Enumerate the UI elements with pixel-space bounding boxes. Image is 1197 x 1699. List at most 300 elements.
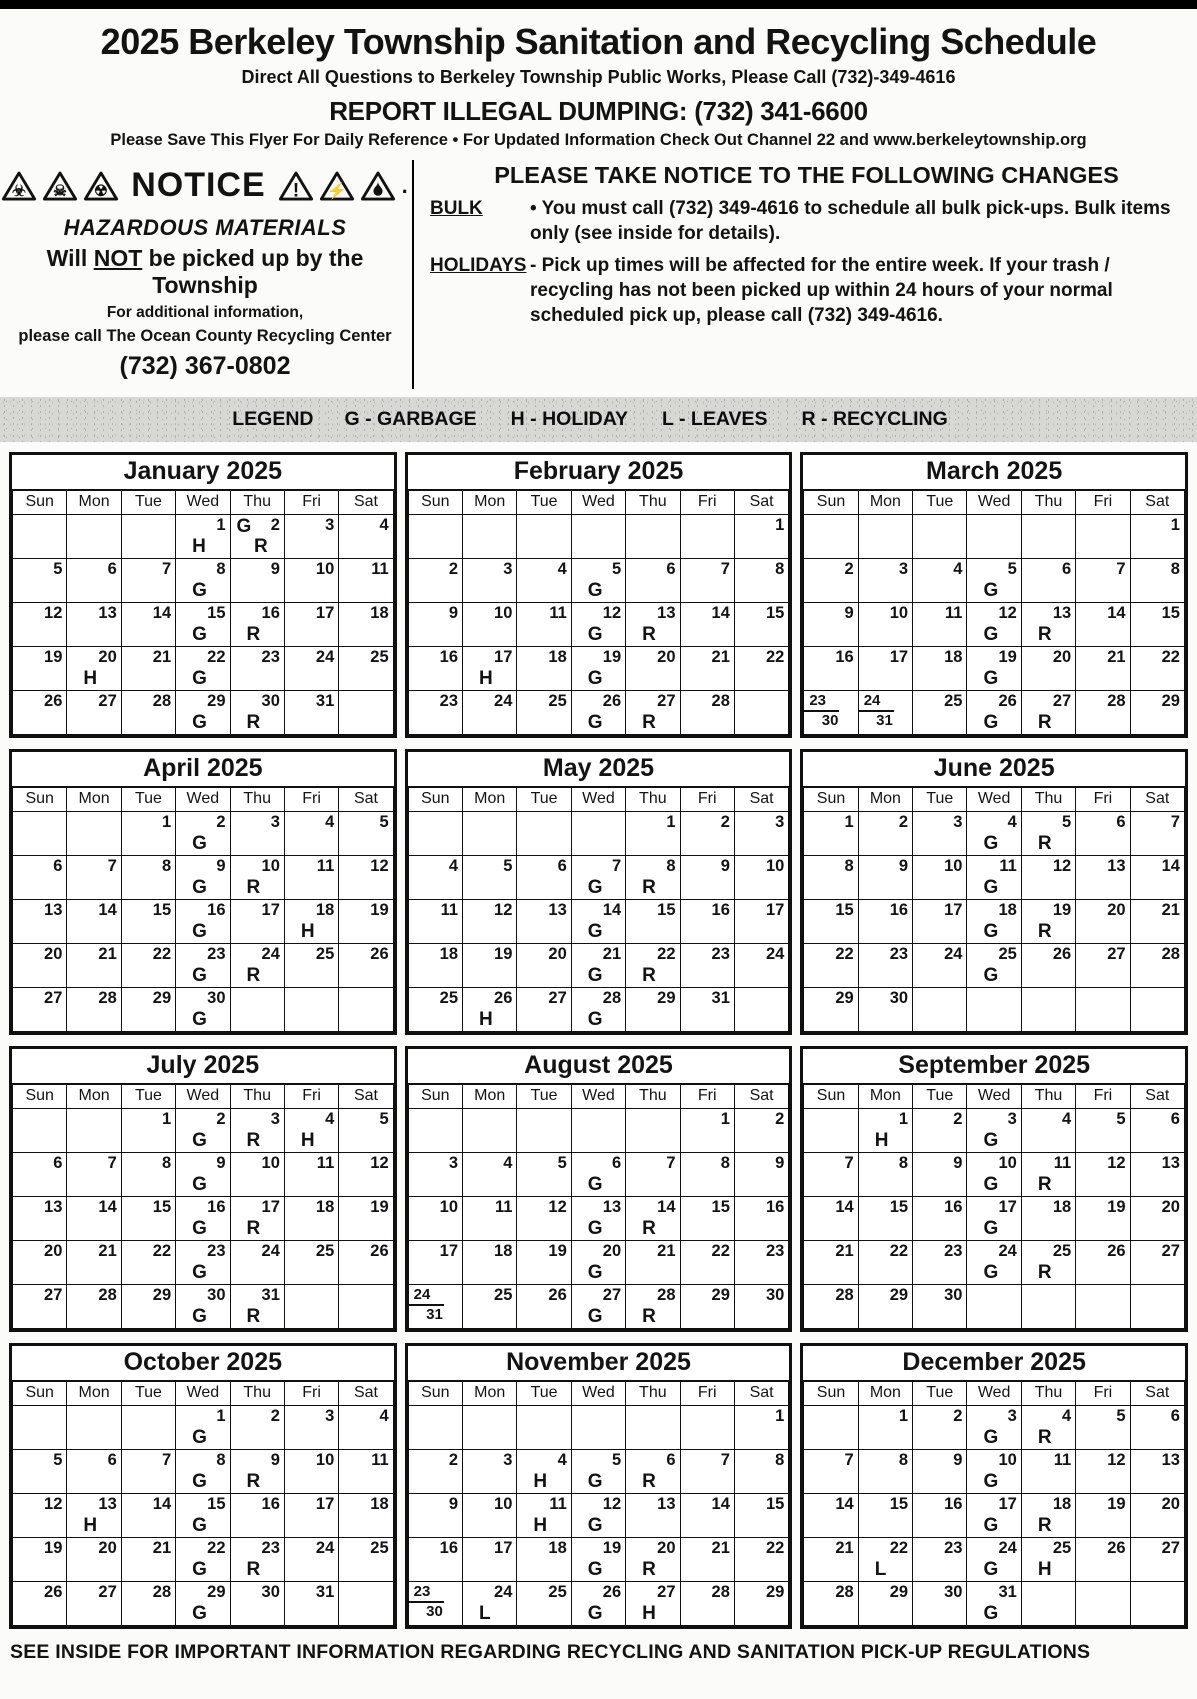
day-number: 6 [1170,1407,1180,1425]
split-day-bottom: 30 [426,1603,443,1620]
day-cell [1130,1582,1184,1626]
day-cell [284,900,338,944]
day-number: 25 [548,1583,567,1601]
day-number: 13 [1161,1154,1180,1172]
day-number: 26 [548,1286,567,1304]
day-number: 17 [315,1495,335,1513]
day-cell [176,812,230,856]
month-title: December 2025 [803,1346,1185,1382]
day-cell [913,603,967,647]
day-cell [408,856,462,900]
day-number: 2 [448,560,459,578]
day-cell [408,1241,462,1285]
day-number: 2 [844,560,854,578]
day-cell [1021,812,1075,856]
day-number: 19 [1052,901,1072,919]
day-cell [67,603,121,647]
exclamation-icon [279,171,313,201]
day-cell [463,603,517,647]
day-cell [230,691,284,735]
day-number: 19 [370,901,389,919]
garbage-mark: G [192,1427,207,1448]
day-cell [284,1285,338,1329]
day-cell [571,944,625,988]
day-number: 27 [1107,945,1126,963]
not-emphasis: NOT [93,245,143,271]
day-number: 3 [503,560,513,578]
day-cell [408,1582,462,1626]
day-cell [67,1197,121,1241]
day-cell [1076,1582,1130,1626]
day-cell [734,1538,788,1582]
day-number: 26 [370,945,389,963]
garbage-mark: G [192,921,207,942]
day-cell [626,944,680,988]
day-number: 29 [765,1583,785,1601]
day-cell [13,1153,67,1197]
day-cell [67,1494,121,1538]
day-cell [284,559,338,603]
day-cell [176,1582,230,1626]
day-number: 17 [998,1198,1017,1216]
day-cell [858,647,912,691]
day-cell [284,515,338,559]
day-number: 21 [98,1242,117,1260]
day-cell [121,1241,175,1285]
day-cell [967,1450,1021,1494]
day-number: 15 [889,1495,909,1513]
page-title: 2025 Berkeley Township Sanitation and Recycling Schedule [100,21,1097,62]
day-cell [517,1197,571,1241]
day-number: 21 [835,1242,854,1260]
day-number: 9 [953,1154,963,1172]
recycling-mark: R [642,712,656,733]
day-cell [408,1197,462,1241]
day-header: Mon [858,788,912,812]
day-cell [1076,1241,1130,1285]
recycling-mark: R [246,877,261,898]
day-number: 21 [1161,901,1180,919]
day-number: 22 [207,1539,226,1557]
flame-icon [361,171,395,201]
split-day-top: 24 [859,691,894,712]
day-cell [680,1538,734,1582]
day-cell [230,988,284,1032]
garbage-mark: G [983,877,999,898]
day-number: 18 [370,1495,389,1513]
day-header: Fri [680,1382,734,1406]
holiday-mark: H [479,668,493,689]
day-number: 22 [152,1242,172,1260]
day-number: 23 [261,648,280,666]
day-number: 28 [152,692,172,710]
garbage-mark: G [587,1218,603,1239]
day-number: 4 [379,1407,389,1425]
month-calendar [800,1343,1188,1629]
day-number: 17 [998,1495,1017,1513]
day-number: 7 [1170,813,1180,831]
garbage-mark: G [192,965,207,986]
day-cell [339,1406,393,1450]
day-number: 24 [261,1242,280,1260]
day-number: 8 [844,857,854,875]
recycling-mark: R [246,1218,261,1239]
day-number: 5 [1062,813,1072,831]
day-number: 25 [439,989,459,1007]
split-day-bottom: 31 [876,712,893,729]
day-header: Sun [408,788,462,812]
day-cell [1076,900,1130,944]
day-cell [517,1241,571,1285]
day-number: 2 [953,1407,963,1425]
day-number: 30 [207,1286,226,1304]
day-number: 19 [602,1539,622,1557]
day-number: 27 [98,692,117,710]
day-header: Tue [121,1085,175,1109]
recycling-mark: R [642,1471,656,1492]
day-header: Wed [967,1382,1021,1406]
day-header: Mon [67,1382,121,1406]
day-number: 23 [765,1242,785,1260]
day-cell [858,988,912,1032]
day-cell [284,1406,338,1450]
garbage-mark: G [192,1306,207,1327]
day-number: 6 [666,560,676,578]
day-cell [463,988,517,1032]
day-number: 21 [835,1539,854,1557]
day-cell [913,944,967,988]
day-cell [121,812,175,856]
day-cell [571,1153,625,1197]
day-cell [1021,1241,1075,1285]
day-number: 23 [207,1242,226,1260]
day-cell [408,1109,462,1153]
day-cell [408,647,462,691]
day-header: Tue [517,1382,571,1406]
day-number: 9 [270,560,280,578]
day-number: 11 [316,857,335,875]
month-title: October 2025 [12,1346,394,1382]
day-number: 23 [944,1539,963,1557]
day-cell [734,1109,788,1153]
day-header: Fri [680,1085,734,1109]
day-number: 14 [1107,604,1126,622]
day-number: 18 [494,1242,513,1260]
day-cell [1130,647,1184,691]
day-number: 3 [1007,1407,1017,1425]
day-cell [680,1153,734,1197]
day-header: Sun [13,788,67,812]
day-number: 28 [98,989,117,1007]
day-number: 10 [998,1154,1017,1172]
day-number: 19 [548,1242,567,1260]
report-illegal-dumping-line: REPORT ILLEGAL DUMPING: (732) 341-6600 [329,96,868,126]
day-cell [967,603,1021,647]
day-number: 28 [1107,692,1126,710]
garbage-mark: G [192,1471,207,1492]
day-number: 15 [152,1198,172,1216]
day-cell [121,1538,175,1582]
day-number: 29 [657,989,676,1007]
day-cell [858,944,912,988]
day-number: 26 [370,1242,389,1260]
day-cell [734,559,788,603]
day-cell [284,988,338,1032]
day-cell [463,1241,517,1285]
split-day-top: 23 [409,1582,444,1603]
garbage-mark: G [587,877,603,898]
day-cell [680,603,734,647]
day-header: Thu [230,1085,284,1109]
day-cell [734,1494,788,1538]
day-cell [339,856,393,900]
day-number: 24 [998,1539,1017,1557]
day-cell [1130,559,1184,603]
month-table [12,491,394,735]
day-header: Mon [858,1382,912,1406]
day-cell [913,900,967,944]
day-cell [913,1494,967,1538]
day-cell [67,1241,121,1285]
day-number: 20 [1161,1198,1180,1216]
holiday-mark: H [533,1515,548,1536]
day-cell [1076,1197,1130,1241]
day-number: 2 [775,1110,785,1128]
day-number: 11 [440,901,459,919]
day-cell [1076,1153,1130,1197]
day-header: Thu [1021,1085,1075,1109]
day-number: 22 [835,945,854,963]
day-number: 11 [945,604,963,622]
day-number: 7 [720,1451,730,1469]
day-cell [913,1538,967,1582]
day-header: Tue [517,491,571,515]
day-cell [517,856,571,900]
day-cell [1021,856,1075,900]
day-cell [858,1450,912,1494]
day-cell [734,944,788,988]
day-cell [626,1153,680,1197]
day-cell [517,1494,571,1538]
day-cell [408,559,462,603]
day-cell [1021,603,1075,647]
day-cell [626,1241,680,1285]
day-number: 19 [44,1539,63,1557]
day-header: Sat [339,788,393,812]
garbage-mark: G [983,1427,999,1448]
day-cell [67,1582,121,1626]
day-number: 24 [315,1539,335,1557]
day-cell [680,944,734,988]
recycling-mark: R [1037,921,1052,942]
day-number: 22 [765,648,785,666]
day-cell [913,1109,967,1153]
day-cell [680,559,734,603]
day-cell [804,856,858,900]
day-header: Tue [913,788,967,812]
day-header: Tue [517,1085,571,1109]
day-number: 10 [765,857,785,875]
day-cell [1021,691,1075,735]
day-number: 16 [711,901,730,919]
day-number: 25 [1052,1539,1072,1557]
day-header: Mon [67,1085,121,1109]
day-cell [13,856,67,900]
day-cell [734,515,788,559]
day-number: 5 [557,1154,567,1172]
day-cell [734,856,788,900]
day-cell [571,603,625,647]
day-cell [858,1153,912,1197]
day-cell [13,944,67,988]
day-cell [176,647,230,691]
day-number: 16 [261,1495,280,1513]
day-header: Sat [734,788,788,812]
day-number: 18 [370,604,389,622]
garbage-mark: G [192,712,207,733]
day-cell [571,812,625,856]
day-number: 15 [889,1198,909,1216]
day-header: Thu [230,1382,284,1406]
day-number: 16 [207,901,226,919]
day-cell [67,900,121,944]
day-header: Tue [517,788,571,812]
day-number: 24 [765,945,785,963]
day-cell [121,1153,175,1197]
day-number: 27 [1161,1242,1180,1260]
day-cell [734,900,788,944]
day-cell [680,856,734,900]
holiday-mark: H [874,1130,889,1151]
day-cell [858,1241,912,1285]
day-number: 20 [602,1242,622,1260]
day-number: 16 [765,1198,785,1216]
day-number: 5 [379,1110,389,1128]
holidays-label: HOLIDAYS [430,255,527,277]
day-number: 16 [207,1198,226,1216]
day-cell [804,1197,858,1241]
recycling-mark: R [1037,712,1052,733]
day-number: 13 [657,1495,676,1513]
day-header: Thu [1021,788,1075,812]
day-cell [804,1450,858,1494]
holidays-text: - Pick up times will be affected for the entire week. If your trash / recycling has not been picked up within 24 hours of your normal scheduled pick up, please call (732) 349-4616. [530,255,1113,326]
day-cell [1021,1285,1075,1329]
month-calendar [800,1046,1188,1332]
day-number: 28 [602,989,622,1007]
day-number: 12 [998,604,1017,622]
garbage-mark: G [192,668,207,689]
day-header: Thu [626,491,680,515]
day-number: 14 [657,1198,676,1216]
day-number: 26 [44,692,63,710]
day-cell [913,1285,967,1329]
day-header: Sun [408,1085,462,1109]
garbage-mark: G [587,580,603,601]
day-number: 1 [775,1407,785,1425]
day-number: 29 [711,1286,730,1304]
day-number: 2 [270,516,280,534]
day-number: 6 [53,1154,63,1172]
month-title: June 2025 [803,752,1185,788]
day-cell [67,1285,121,1329]
day-number: 21 [711,648,730,666]
day-cell [680,900,734,944]
day-cell [284,1109,338,1153]
day-cell [680,1285,734,1329]
day-cell [626,1109,680,1153]
day-number: 10 [998,1451,1017,1469]
day-cell [121,691,175,735]
svg-text:☢: ☢ [94,182,109,200]
day-cell [408,691,462,735]
day-number: 24 [494,692,513,710]
recycling-mark: R [246,624,261,645]
garbage-mark: G [983,921,999,942]
day-number: 13 [44,901,63,919]
day-cell [284,647,338,691]
day-cell [230,1494,284,1538]
day-number: 27 [657,1583,676,1601]
day-cell [680,1450,734,1494]
month-calendar [405,452,793,738]
day-cell [176,1197,230,1241]
day-number: 27 [98,1583,117,1601]
day-cell [734,1285,788,1329]
day-number: 16 [835,648,854,666]
day-cell [804,603,858,647]
day-number: 28 [711,692,730,710]
day-cell [67,515,121,559]
day-number: 18 [439,945,459,963]
day-cell [230,515,284,559]
day-cell [1021,1109,1075,1153]
month-calendar [405,749,793,1035]
day-header: Tue [913,1085,967,1109]
day-number: 29 [207,1583,226,1601]
day-cell [1130,515,1184,559]
garbage-mark: G [983,1130,999,1151]
day-cell [339,1582,393,1626]
garbage-mark: G [192,833,207,854]
day-number: 31 [998,1583,1017,1601]
day-number: 12 [1052,857,1072,875]
day-number: 25 [998,945,1017,963]
garbage-mark: G [587,624,603,645]
day-number: 20 [98,1539,117,1557]
day-cell [339,1241,393,1285]
day-cell [1021,1450,1075,1494]
day-number: 20 [44,945,63,963]
day-cell [858,1406,912,1450]
day-cell [176,1241,230,1285]
day-header: Sat [339,1382,393,1406]
day-cell [230,1406,284,1450]
day-cell [230,1241,284,1285]
recycling-mark: R [1037,1427,1052,1448]
day-cell [121,515,175,559]
day-number: 2 [216,813,226,831]
day-number: 13 [98,604,117,622]
day-cell [408,1450,462,1494]
day-number: 19 [494,945,513,963]
day-number: 8 [720,1154,730,1172]
day-header: Wed [571,788,625,812]
day-number: 25 [370,1539,389,1557]
day-number: 3 [325,516,335,534]
day-number: 8 [775,560,785,578]
day-cell [1021,559,1075,603]
